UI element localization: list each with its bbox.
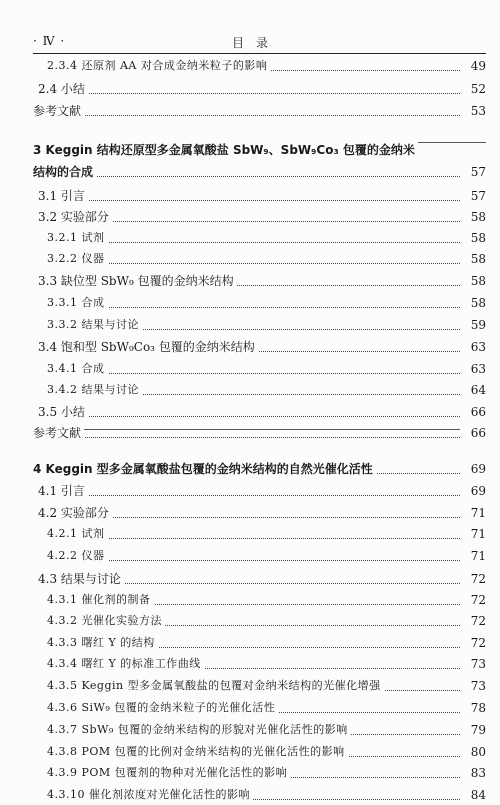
dot-leader <box>78 180 470 201</box>
toc-entry-page: 49 <box>460 56 486 76</box>
toc-entry-title: 4.3.3 曙红 Y 的结构 <box>47 633 158 653</box>
page-number: · Ⅳ · <box>33 34 66 48</box>
toc-entry-page: 71 <box>460 503 486 523</box>
toc-entry-title: 4.3.1 催化剂的制备 <box>47 590 154 610</box>
toc-entry-title: 3.5 小结 <box>38 402 88 422</box>
toc-entry-title: 4.3.5 Keggin 型多金属氧酸盐的包覆对金纳米结构的光催化增强 <box>47 676 384 696</box>
dot-leader <box>78 497 470 518</box>
toc-entry-title: 3.2.2 仪器 <box>47 249 108 269</box>
toc-entry-page: 58 <box>460 228 486 248</box>
toc-entry-title: 参考文献 <box>33 101 84 121</box>
dot-leader <box>87 518 470 539</box>
toc-entry[interactable] <box>0 423 500 443</box>
toc-entry-title: 3.3.2 结果与讨论 <box>47 315 142 335</box>
toc-entry-page: 72 <box>460 633 486 653</box>
toc-entry-title: 2.3.4 还原剂 AA 对合成金纳米粒子的影响 <box>47 56 270 76</box>
toc-entry[interactable] <box>0 101 500 121</box>
toc-entry-page: 66 <box>460 402 486 422</box>
dot-leader <box>73 95 470 116</box>
toc-entry-title: 3.2 实验部分 <box>38 207 112 227</box>
toc-entry-page: 57 <box>460 186 486 206</box>
toc-entry-title: 3.4.2 结果与讨论 <box>47 380 142 400</box>
toc-entry-page: 72 <box>460 611 486 631</box>
dot-leader <box>78 73 470 94</box>
toc-entry-page: 59 <box>460 315 486 335</box>
dot-leader <box>87 540 470 561</box>
toc-entry-title: 4.3.4 曙红 Y 的标准工作曲线 <box>47 654 204 674</box>
toc-entry-title: 3 Keggin 结构还原型多金属氧酸盐 SbW₉、SbW₉Co₃ 包覆的金纳米 <box>33 140 418 160</box>
page-header <box>0 0 500 48</box>
toc-entry-page: 58 <box>460 249 486 269</box>
toc-entry-title: 3.1 引言 <box>38 186 88 206</box>
toc-entry-page: 73 <box>460 654 486 674</box>
toc-entry-title: 4.3.10 催化剂浓度对光催化活性的影响 <box>47 785 253 805</box>
toc-entry-page: 53 <box>460 101 486 121</box>
toc-entry-title: 结构的合成 <box>33 162 96 182</box>
toc-entry-title: 4.3.7 SbW₉ 包覆的金纳米结构的形貌对光催化活性的影响 <box>47 720 351 740</box>
page-title: 目 录 <box>231 36 268 50</box>
toc-entry-title: 3.4 饱和型 SbW₉Co₃ 包覆的金纳米结构 <box>38 337 258 357</box>
toc-entry-page: 52 <box>460 79 486 99</box>
toc-entry-page: 73 <box>460 676 486 696</box>
toc-entry-page: 79 <box>460 720 486 740</box>
toc-entry-page: 63 <box>460 359 486 379</box>
toc-entry-title: 4.3 结果与讨论 <box>38 569 124 589</box>
toc-entry-page: 57 <box>460 162 486 182</box>
toc-entry-page: 66 <box>460 423 486 443</box>
toc-entry-page: 58 <box>460 207 486 227</box>
toc-entry-page: 69 <box>460 481 486 501</box>
toc-entry-page: 64 <box>460 380 486 400</box>
toc-entry-page: 69 <box>460 459 486 479</box>
toc-entry-title: 2.4 小结 <box>38 79 88 99</box>
toc-entry-title: 3.2.1 试剂 <box>47 228 108 248</box>
toc-entry-title: 4.3.6 SiW₉ 包覆的金纳米粒子的光催化活性 <box>47 698 278 718</box>
dot-leader <box>87 243 470 264</box>
toc-entry-page: 58 <box>460 271 486 291</box>
toc-entry-title: 4.2.1 试剂 <box>47 524 108 544</box>
toc-entry-page: 72 <box>460 569 486 589</box>
toc-entry-page: 63 <box>460 337 486 357</box>
toc-entry-page: 58 <box>460 293 486 313</box>
dot-leader <box>87 374 470 395</box>
toc-entry-page: 71 <box>460 546 486 566</box>
toc-entry[interactable] <box>0 785 500 805</box>
dot-leader <box>78 201 470 222</box>
dot-leader <box>87 309 470 330</box>
toc-entry-page: 83 <box>460 763 486 783</box>
toc-entry-page: 80 <box>460 742 486 762</box>
toc-entry-title: 3.3.1 合成 <box>47 293 108 313</box>
toc-entry-page: 78 <box>460 698 486 718</box>
toc-entry-title: 4.3.8 POM 包覆的比例对金纳米结构的光催化活性的影响 <box>47 742 348 762</box>
toc-entry-page: 72 <box>460 590 486 610</box>
toc-entry-title: 参考文献 <box>33 423 84 443</box>
toc-entry-title: 4.3.9 POM 包覆剂的物种对光催化活性的影响 <box>47 763 290 783</box>
toc-entry[interactable] <box>0 162 500 182</box>
toc-entry-page: 71 <box>460 524 486 544</box>
toc-entry-title: 4.3.2 光催化实验方法 <box>47 611 165 631</box>
dot-leader <box>87 222 470 243</box>
dot-leader <box>73 417 470 438</box>
toc-entry-title: 3.3 缺位型 SbW₉ 包覆的金纳米结构 <box>38 271 237 291</box>
toc-entry-title: 4.2.2 仪器 <box>47 546 108 566</box>
toc-entry-title: 4 Keggin 型多金属氧酸盐包覆的金纳米结构的自然光催化活性 <box>33 459 376 479</box>
toc-entry-title: 3.4.1 合成 <box>47 359 108 379</box>
dot-leader <box>78 563 470 584</box>
toc-entry-page: 84 <box>460 785 486 805</box>
toc-entry-title: 4.2 实验部分 <box>38 503 112 523</box>
toc-entry-title: 4.1 引言 <box>38 481 88 501</box>
